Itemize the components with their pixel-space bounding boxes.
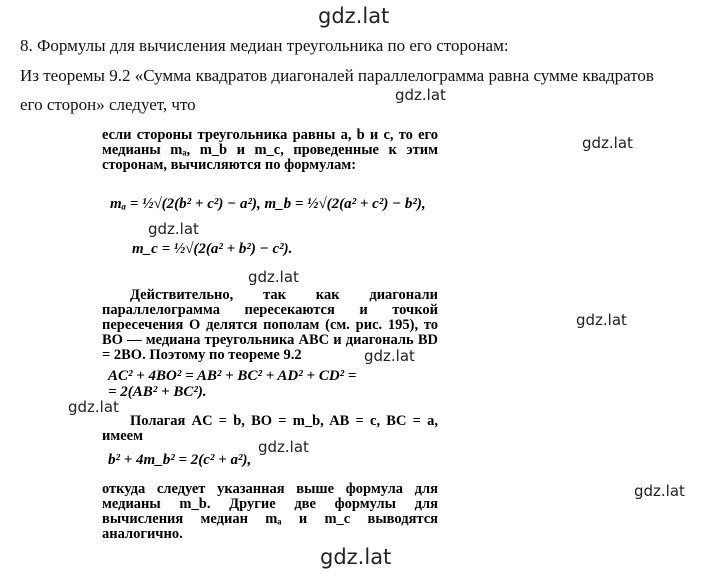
formula-line: = 2(AB² + BC²). — [108, 384, 207, 400]
watermark: gdz.lat — [634, 482, 685, 500]
median-formula: mₐ = ½√(2(b² + c²) − a²), m_b = ½√(2(a² + c²) − b²), — [110, 196, 426, 212]
section-heading: 8. Формулы для вычисления медиан треугольника по его сторонам: — [20, 36, 509, 55]
formula-line: b² + 4m_b² = 2(c² + a²), — [108, 452, 252, 468]
median-formula: m_c = ½√(2(a² + b²) − c²). — [132, 241, 293, 257]
watermark: gdz.lat — [395, 86, 446, 104]
intro-line: Из теоремы 9.2 «Сумма квадратов диагоналей параллелограмма равна сумме квадратов — [20, 66, 654, 85]
watermark: gdz.lat — [364, 347, 415, 365]
textbook-paragraph: Полагая AC = b, BO = m_b, AB = c, BC = a, имеем — [102, 413, 438, 444]
formula-line: AC² + 4BO² = AB² + BC² + AD² + CD² = — [108, 368, 357, 384]
watermark: gdz.lat — [576, 311, 627, 329]
watermark: gdz.lat — [148, 220, 199, 238]
textbook-paragraph: если стороны треугольника равны a, b и c, то его медианы mₐ, m_b и m_c, проведенные к этим сторонам, вычисляются по формулам: — [102, 127, 438, 173]
textbook-paragraph: Действительно, так как диагонали параллелограмма пересекаются и точкой пересечения O делятся пополам (см. рис. 195), то BO — медиана треугольника ABC и диагональ BD = 2BO. Поэтому по теореме 9.2 — [102, 287, 438, 363]
watermark: gdz.lat — [320, 545, 392, 569]
watermark: gdz.lat — [248, 268, 299, 286]
watermark: gdz.lat — [258, 438, 309, 456]
textbook-paragraph: откуда следует указанная выше формула для медианы m_b. Другие две формулы для вычисления медиан mₐ и m_c выводятся аналогично. — [102, 481, 438, 542]
watermark: gdz.lat — [582, 134, 633, 152]
watermark: gdz.lat — [318, 4, 390, 28]
watermark: gdz.lat — [68, 398, 119, 416]
intro-line: его сторон» следует, что — [20, 95, 196, 114]
